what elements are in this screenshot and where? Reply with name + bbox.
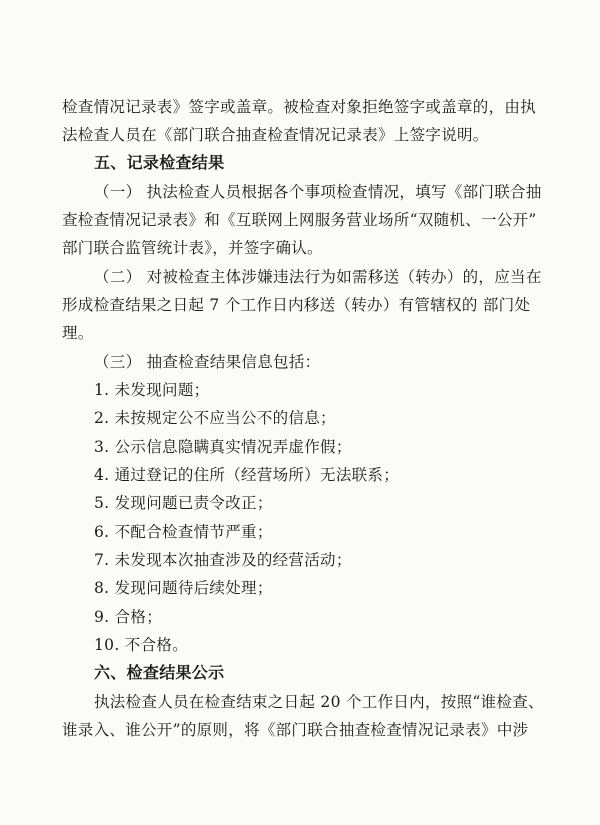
text-line: 部门联合监管统计表》，并签字确认。 xyxy=(62,239,323,257)
text-line: 查检查情况记录表》和《互联网上网服务营业场所“双随机、一公开” xyxy=(62,211,537,229)
text-line: 理。 xyxy=(62,324,94,342)
list-item: 8. 发现问题待后续处理； xyxy=(94,579,273,597)
list-item: 4. 通过登记的住所（经营场所）无法联系； xyxy=(94,466,400,484)
text-line: （二） 对被检查主体涉嫌违法行为如需移送（转办）的，应当在 xyxy=(94,268,542,286)
list-item: 6. 不配合检查情节严重； xyxy=(94,523,273,541)
text-line: （三） 抽查检查结果信息包括： xyxy=(94,353,321,371)
text-line: （一） 执法检查人员根据各个事项检查情况，填写《部门联合抽 xyxy=(94,183,542,201)
list-item: 1. 未发现问题； xyxy=(94,381,210,399)
section-heading: 五、记录检查结果 xyxy=(94,153,225,172)
text-line: 形成检查结果之日起 7 个工作日内移送（转办）有管辖权的 部门处 xyxy=(62,296,531,314)
list-item: 3. 公示信息隐瞒真实情况弄虚作假； xyxy=(94,438,352,456)
list-item: 9. 合格； xyxy=(94,608,163,626)
list-item: 5. 发现问题已责令改正； xyxy=(94,494,273,512)
text-line: 法检查人员在《部门联合抽查检查情况记录表》上签字说明。 xyxy=(62,126,489,144)
text-line: 执法检查人员在检查结束之日起 20 个工作日内，按照“谁检查、 xyxy=(94,693,544,711)
list-item: 7. 未发现本次抽查涉及的经营活动； xyxy=(94,551,352,569)
list-item: 10. 不合格。 xyxy=(94,636,188,654)
section-heading: 六、检查结果公示 xyxy=(94,663,225,682)
list-item: 2. 未按规定公不应当公不的信息； xyxy=(94,409,336,427)
text-line: 检查情况记录表》签字或盖章。被检查对象拒绝签字或盖章的，由执 xyxy=(62,98,537,116)
text-line: 谁录入、谁公开”的原则，将《部门联合抽查检查情况记录表》中涉 xyxy=(62,721,529,739)
